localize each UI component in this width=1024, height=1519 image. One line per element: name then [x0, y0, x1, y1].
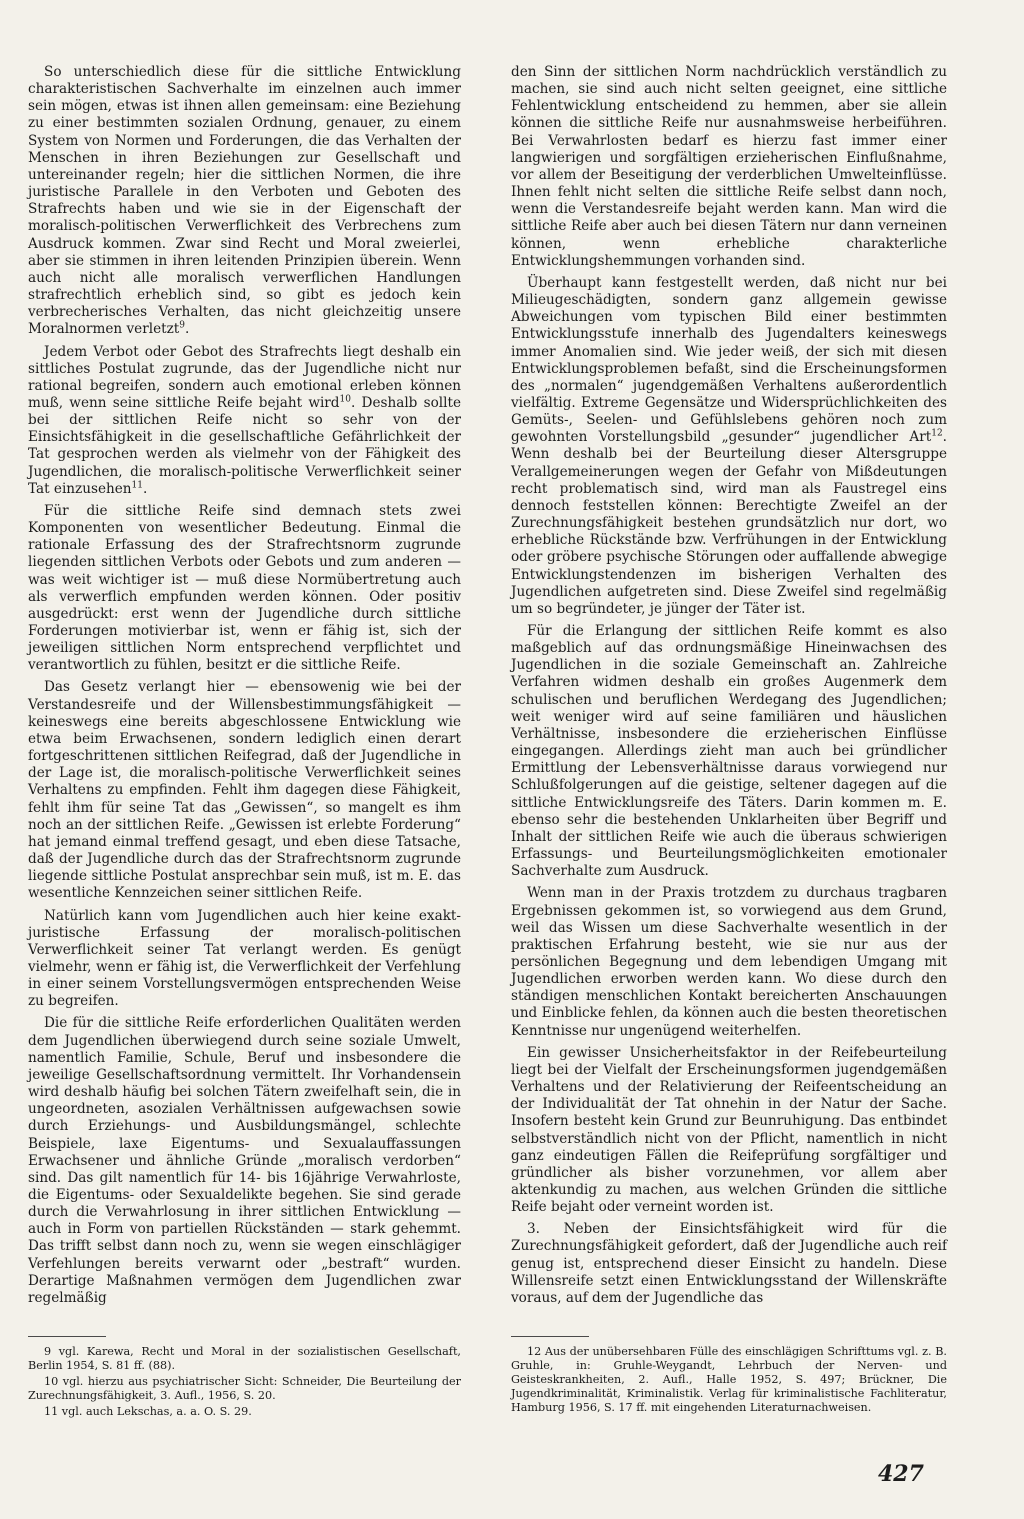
footnotes-right: [511, 1345, 947, 1417]
footnote-ref-11: 11: [131, 480, 143, 491]
paragraph-text: . Wenn deshalb bei der Beurteilung dieser Altersgruppe Verallgemeinerungen wegen der Gefahr von Mißdeutungen recht problematisch sind, wird man als Faustregel eins dennoch feststellen können: Berechtigte Zweifel an der Zurechnungsfähigkeit bestehen grundsätzlich nur dort, wo erhebliche Rückstände bzw. Verfrühungen in der Entwicklung oder gröbere psychische Störungen oder auffallende abwegige Entwicklungstendenzen im bisherigen Verhalten des Jugendlichen aufgetreten sind. Diese Zweifel sind regelmäßig um so begründeter, je jünger der Täter ist.: [511, 429, 947, 617]
paragraph: Natürlich kann vom Jugendlichen auch hier keine exakt-juristische Erfassung der moralisch-politischen Verwerflichkeit seiner Tat verlangt werden. Es genügt vielmehr, wenn er fähig ist, die Verwerflichkeit der Verfehlung in einer seinem Vorstellungsvermögen entsprechenden Weise zu begreifen.: [28, 907, 461, 1010]
paragraph: Das Gesetz verlangt hier — ebensowenig wie bei der Verstandesreife und der Willensbestimmungsfähigkeit — keineswegs eine bereits abgeschlossene Entwicklung wie etwa beim Erwachsenen, sondern lediglich einen derart fortgeschrittenen sittlichen Reifegrad, daß der Jugendliche in der Lage ist, die moralisch-politische Verwerflichkeit seines Verhaltens zu empfinden. Fehlt ihm dagegen diese Fähigkeit, fehlt ihm für seine Tat das „Gewissen“, so mangelt es ihm noch an der sittlichen Reife. „Gewissen ist erlebte Forderung“ hat jemand einmal treffend gesagt, und eben diese Tatsache, daß der Jugendliche durch das der Strafrechtsnorm zugrunde liegende sittliche Postulat ansprechbar sein muß, ist m. E. das wesentliche Kennzeichen seiner sittlichen Reife.: [28, 679, 461, 902]
page-number: 427: [878, 1461, 924, 1487]
paragraph: [28, 64, 461, 339]
paragraph-end: .: [143, 480, 148, 497]
footnote-9: 9 vgl. Karewa, Recht und Moral in der sozialistischen Gesellschaft, Berlin 1954, S. 81 ff. (88).: [28, 1345, 461, 1372]
paragraph: Für die Erlangung der sittlichen Reife kommt es also maßgeblich auf das ordnungsmäßige Hineinwachsen des Jugendlichen in die soziale Gemeinschaft an. Zahlreiche Verfahren widmen deshalb ein großes Augenmerk dem schulischen und beruflichen Werdegang des Jugendlichen; weit weniger wird auf seine familiären und häuslichen Verhältnisse, insbesondere die erzieherischen Einflüsse eingegangen. Allerdings zieht man auch bei gründlicher Ermittlung der Lebensverhältnisse daraus vorwiegend nur Schlußfolgerungen auf die geistige, seltener dagegen auf die sittliche Entwicklungsreife des Täters. Darin kommen m. E. ebenso sehr die bestehenden Unklarheiten über Begriff und Inhalt der sittlichen Reife wie auch die überaus schwierigen Erfassungs- und Beurteilungsmöglichkeiten emotionaler Sachverhalte zum Ausdruck.: [511, 623, 947, 880]
paragraph: [28, 344, 461, 498]
paragraph-text: Überhaupt kann festgestellt werden, daß nicht nur bei Milieugeschädigten, sondern ganz allgemein gewisse Abweichungen vom typischen Bild einer bestimmten Entwicklungsstufe innerhalb des Jugendalters keineswegs immer Anomalien sind. Wie jeder weiß, der sich mit diesen Entwicklungsproblemen befaßt, sind die Erscheinungsformen des „normalen“ jugendgemäßen Verhaltens außerordentlich vielfältig. Extreme Gegensätze und Widersprüchlichkeiten des Gemüts-, Seelen- und Gefühlslebens gehören noch zum gewohnten Vorstellungsbild „gesunder“ jugendlicher Art: [511, 274, 947, 446]
paragraph: Für die sittliche Reife sind demnach stets zwei Komponenten von wesentlicher Bedeutung. Einmal die rationale Erfassung des der Strafrechtsnorm zugrunde liegenden sittlichen Verbots oder Gebots und zum anderen — was weit wichtiger ist — muß diese Normübertretung auch als verwerflich empfunden werden können. Oder positiv ausgedrückt: erst wenn der Jugendliche durch sittliche Forderungen motivierbar ist, wenn er fähig ist, sich der jeweiligen sittlichen Norm entsprechend verpflichtet und verantwortlich zu fühlen, besitzt er die sittliche Reife.: [28, 502, 461, 674]
footnote-10: 10 vgl. hierzu aus psychiatrischer Sicht: Schneider, Die Beurteilung der Zurechnungsfähigkeit, 3. Aufl., 1956, S. 20.: [28, 1375, 461, 1402]
paragraph-text: . Deshalb sollte bei der sittlichen Reife nicht so sehr von der Einsichtsfähigkeit in die gesellschaftliche Gefährlichkeit der Tat gesprochen werden als vielmehr von der Fähigkeit des Jugendlichen, die moralisch-politische Verwerflichkeit seiner Tat einzusehen: [28, 394, 462, 497]
footnote-ref-10: 10: [339, 394, 351, 405]
paragraph: Die für die sittliche Reife erforderlichen Qualitäten werden dem Jugendlichen überwiegend durch seine soziale Umwelt, namentlich Familie, Schule, Beruf und insbesondere die jeweilige Gesellschaftsordnung vermittelt. Ihr Vorhandensein wird deshalb häufig bei solchen Tätern zweifelhaft sein, die in ungeordneten, asozialen Verhältnissen aufgewachsen sowie durch Erziehungs- und Ausbildungsmängel, schlechte Beispiele, laxe Eigentums- und Sexualauffassungen Erwachsener und ähnliche Gründe „moralisch verdorben“ sind. Das gilt namentlich für 14- bis 16jährige Verwahrloste, die Eigentums- oder Sexualdelikte begehen. Sie sind gerade durch die Verwahrlosung in ihrer sittlichen Entwicklung — auch in Form von partiellen Rückständen — stark gehemmt. Das trifft selbst dann noch zu, wenn sie wegen einschlägiger Verfehlungen bereits verwarnt oder „bestraft“ wurden. Derartige Maßnahmen vermögen dem Jugendlichen zwar regelmäßig: [28, 1015, 461, 1306]
footnote-12: 12 Aus der unübersehbaren Fülle des einschlägigen Schrifttums vgl. z. B. Gruhle, in: Gruhle-Weygandt, Lehrbuch der Nerven- und Geisteskrankheiten, 2. Aufl., Halle 1952, S. 497; Brückner, Die Jugendkriminalität, Kriminalistik. Verlag für kriminalistische Fachliteratur, Hamburg 1956, S. 17 ff. mit eingehenden Literaturnachweisen.: [511, 1345, 947, 1414]
paragraph: Ein gewisser Unsicherheitsfaktor in der Reifebeurteilung liegt bei der Vielfalt der Erscheinungsformen jugendgemäßen Verhaltens und der Relativierung der Reifeentscheidung an der Individualität der Tat ohnehin in der Natur der Sache. Insofern besteht kein Grund zur Beunruhigung. Das entbindet selbstverständlich nicht von der Pflicht, namentlich in nicht ganz eindeutigen Fällen die Reifeprüfung sorgfältiger und gründlicher als bisher vorzunehmen, vor allem aber aktenkundig zu machen, aus welchen Gründen die sittliche Reife bejaht oder verneint worden ist.: [511, 1044, 947, 1216]
paragraph: 3. Neben der Einsichtsfähigkeit wird für die Zurechnungsfähigkeit gefordert, daß der Jugendliche auch reif genug ist, entsprechend dieser Einsicht zu handeln. Diese Willensreife setzt einen Entwicklungsstand der Willenskräfte voraus, auf dem der Jugendliche das: [511, 1221, 947, 1306]
right-column: [511, 64, 947, 1312]
paragraph: [511, 275, 947, 618]
paragraph-text: Jedem Verbot oder Gebot des Strafrechts liegt deshalb ein sittliches Postulat zugrunde, das der Jugendliche nicht nur rational begreifen, sondern auch emotional erleben können muß, wenn seine sittliche Reife bejaht wird: [28, 343, 461, 411]
footnote-ref-9: 9: [179, 320, 185, 331]
footnote-11: 11 vgl. auch Lekschas, a. a. O. S. 29.: [44, 1405, 252, 1418]
paragraph-end: .: [184, 321, 190, 338]
left-column: [28, 64, 461, 1312]
footnote-divider: [28, 1336, 106, 1337]
paragraph-continued: den Sinn der sittlichen Norm nachdrücklich verständlich zu machen, sie sind auch nicht selten geeignet, eine sittliche Fehlentwicklung entscheidend zu hemmen, aber sie allein können die sittliche Reife nur ausnahmsweise herbeiführen. Bei Verwahrlosten bedarf es hierzu fast immer einer langwierigen und sorgfältigen erzieherischen Einflußnahme, vor allem der Beseitigung der verderblichen Umwelteinflüsse. Ihnen fehlt nicht selten die sittliche Reife selbst dann noch, wenn die Verstandesreife bejaht werden kann. Man wird die sittliche Reife aber auch bei diesen Tätern nur dann verneinen können, wenn erhebliche charakterliche Entwicklungshemmungen vorhanden sind.: [511, 64, 947, 269]
footnote-divider: [511, 1336, 589, 1337]
footnote-ref-12: 12: [931, 428, 943, 439]
footnotes-left: [28, 1345, 461, 1421]
paragraph: Wenn man in der Praxis trotzdem zu durchaus tragbaren Ergebnissen gekommen ist, so vorwiegend aus dem Grund, weil das Wissen um diese Sachverhalte wesentlich in der praktischen Erfahrung besteht, wie sie nur aus der persönlichen Begegnung und dem lebendigen Umgang mit Jugendlichen erworben werden kann. Wo diese durch den ständigen menschlichen Kontakt bereicherten Anschauungen und Einblicke fehlen, da können auch die besten theoretischen Kenntnisse nur ungenügend weiterhelfen.: [511, 885, 947, 1039]
paragraph-text: So unterschiedlich diese für die sittliche Entwicklung charakteristischen Sachverhalte im einzelnen auch immer sein mögen, etwas ist ihnen allen gemeinsam: eine Beziehung zu einer bestimmten sozialen Ordnung, genauer, zu einem System von Normen und Forderungen, die das Verhalten der Menschen in ihren Beziehungen zur Gesellschaft und untereinander regeln; hier die sittlichen Normen, die ihre juristische Parallele in den Verboten und Geboten des Strafrechts haben und wie sie in der Eigenschaft der moralisch-politischen Verwerflichkeit des Verbrechens zum Ausdruck kommen. Zwar sind Recht und Moral zweierlei, aber sie stimmen in ihren leitenden Prinzipien überein. Wenn auch nicht alle moralisch verwerflichen Handlungen strafrechtlich erheblich sind, so gibt es jedoch kein verbrecherisches Verhalten, das nicht gleichzeitig unsere Moralnormen verletzt: [28, 64, 461, 338]
